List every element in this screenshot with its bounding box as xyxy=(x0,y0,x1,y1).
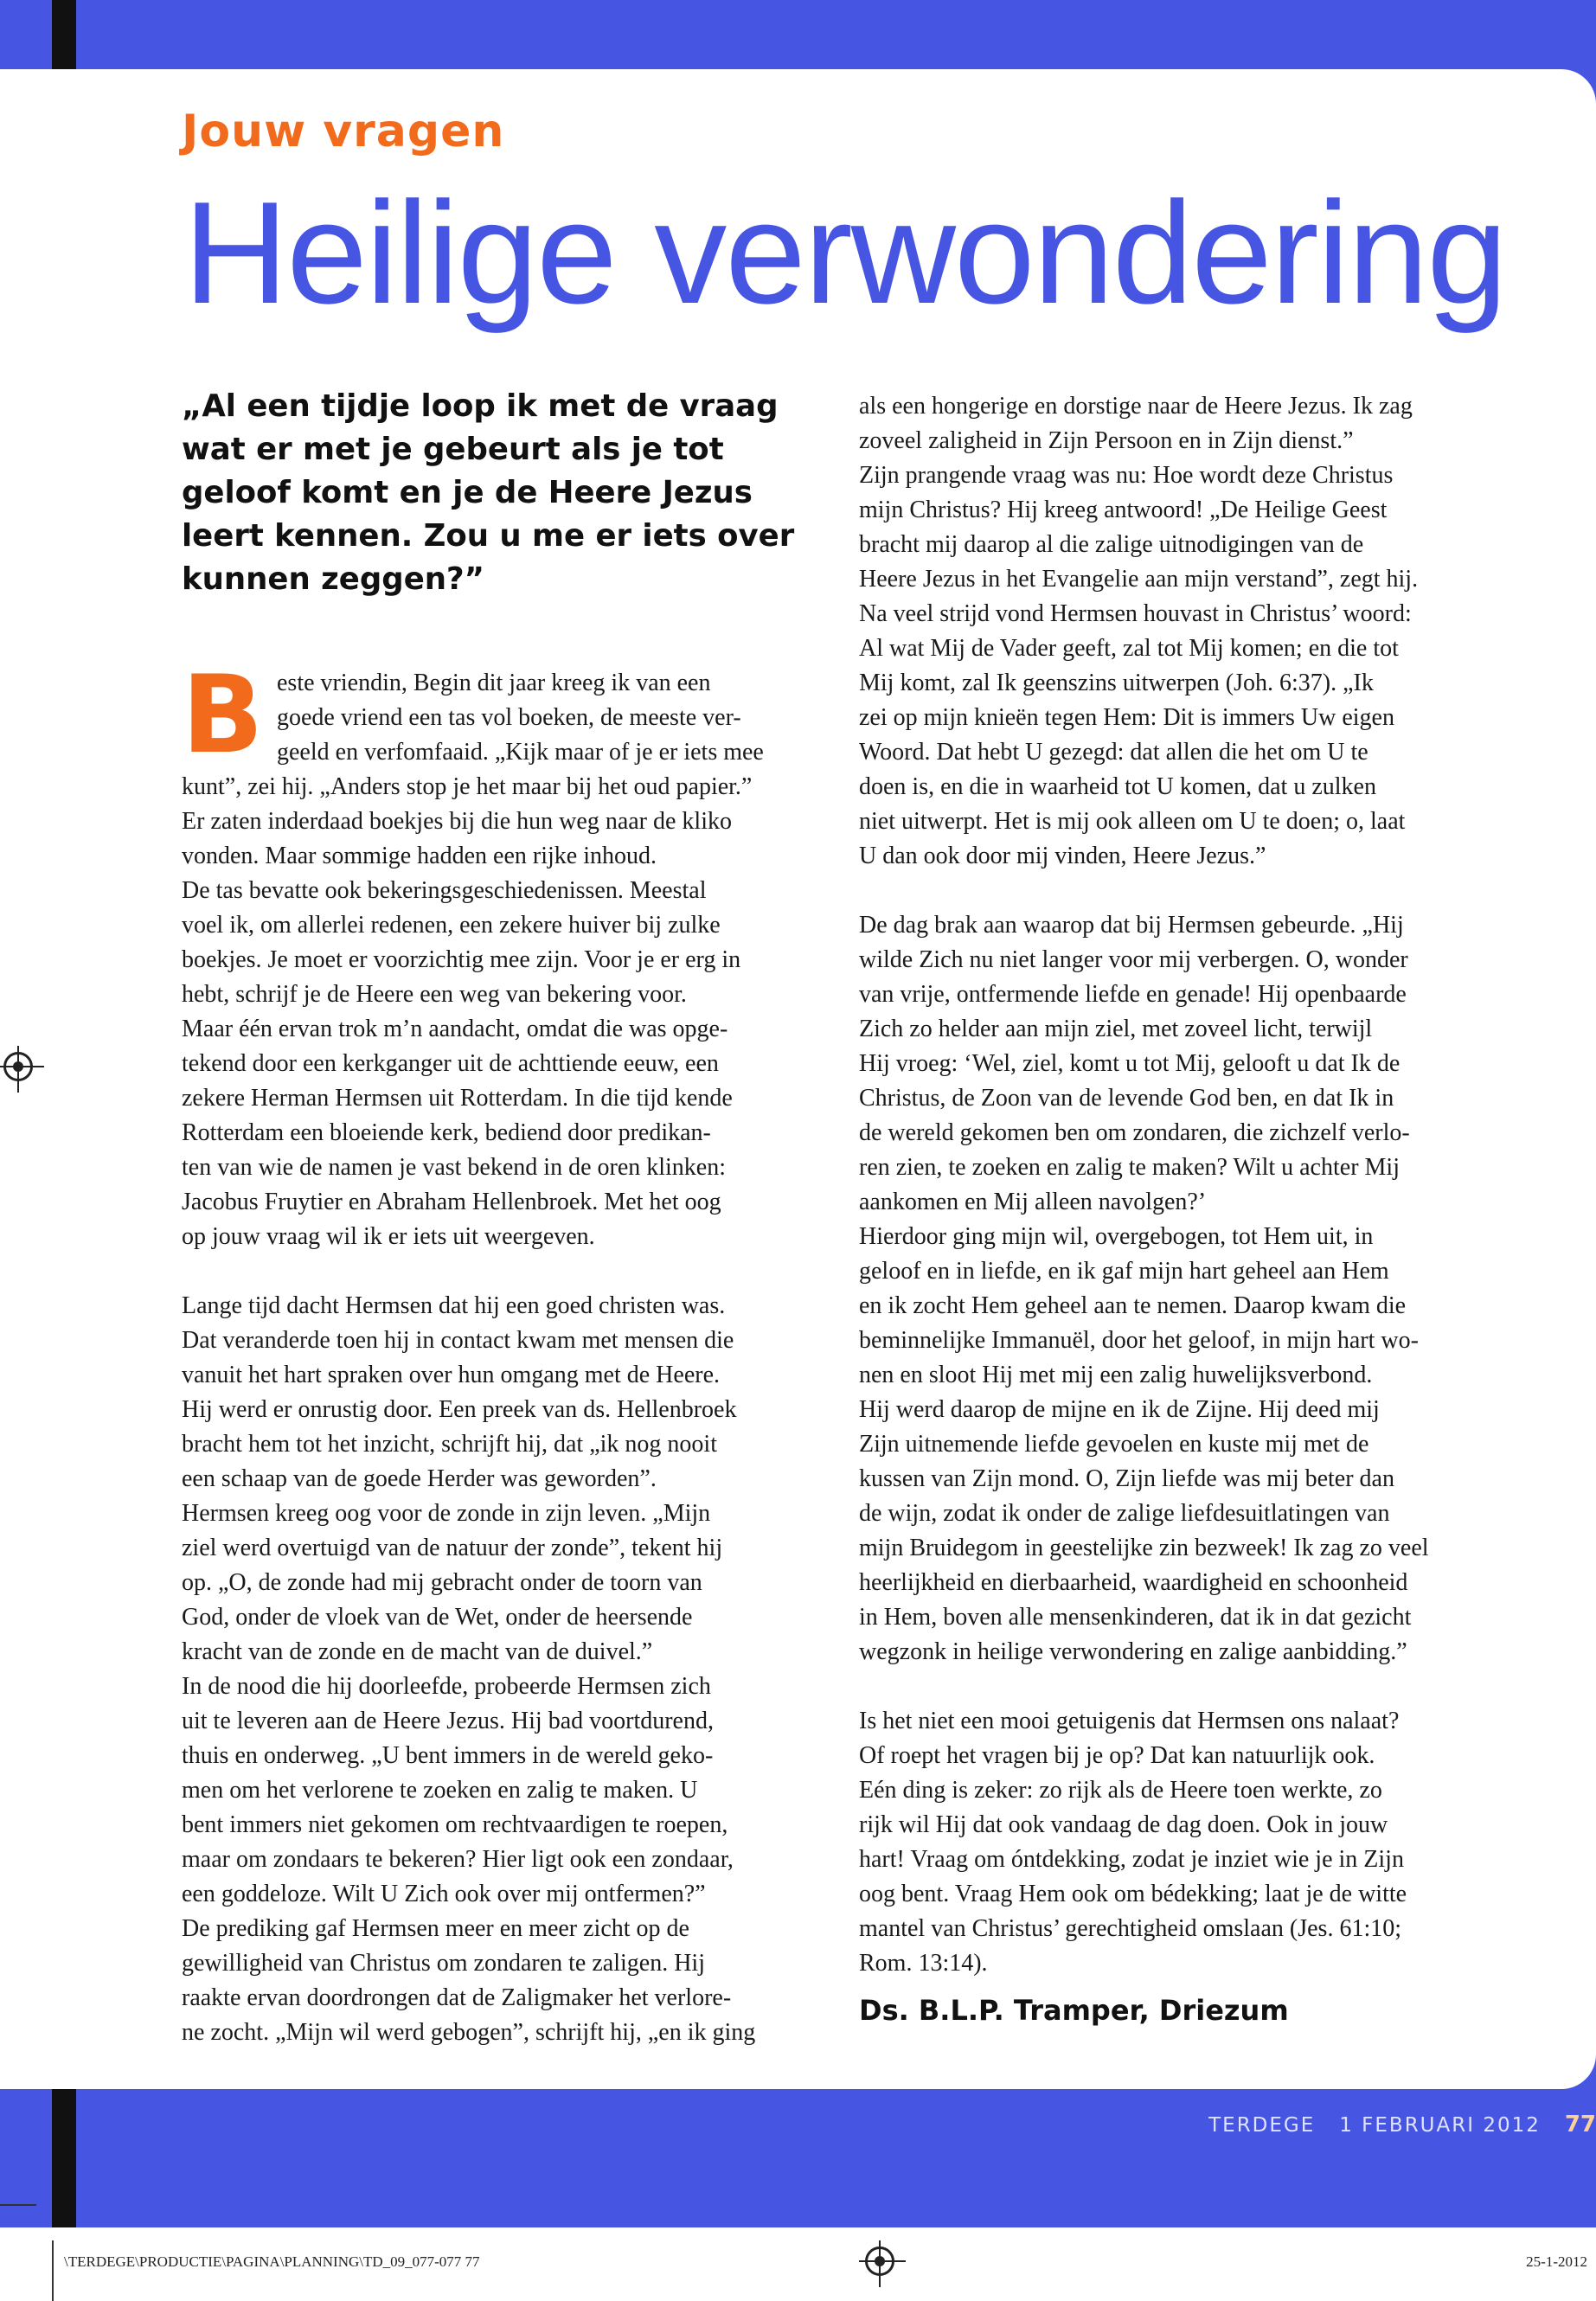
body-line: kunt”, zei hij. „Anders stop je het maar bij het oud papier.” xyxy=(182,773,753,800)
body-line: Er zaten inderdaad boekjes bij die hun weg naar de kliko xyxy=(182,808,732,835)
body-line: aankomen en Mij alleen navolgen?’ xyxy=(859,1189,1207,1215)
body-line: als een hongerige en dorstige naar de Heere Jezus. Ik zag xyxy=(859,393,1413,420)
body-line: in Hem, boven alle mensenkinderen, dat ik in dat gezicht xyxy=(859,1604,1412,1631)
registration-mark-left xyxy=(3,1052,33,1081)
body-line: van vrije, ontfermende liefde en genade! Hij openbaarde xyxy=(859,981,1407,1008)
body-line: zoveel zaligheid in Zijn Persoon en in Zijn dienst.” xyxy=(859,427,1354,454)
body-line: tekend door een kerkganger uit de achttiende eeuw, een xyxy=(182,1050,719,1077)
body-line: vonden. Maar sommige hadden een rijke inhoud. xyxy=(182,843,657,869)
top-bar-corner xyxy=(1561,69,1596,104)
body-line: ziel werd overtuigd van de natuur der zonde”, tekent hij xyxy=(182,1535,723,1561)
body-line: geeld en verfomfaaid. „Kijk maar of je er iets mee xyxy=(277,739,764,766)
body-line: bent immers niet gekomen om rechtvaardigen te roepen, xyxy=(182,1811,728,1838)
paragraph-gap xyxy=(182,1254,839,1289)
body-line: Zijn prangende vraag was nu: Hoe wordt deze Christus xyxy=(859,462,1394,489)
body-line: Zich zo helder aan mijn ziel, met zoveel licht, terwijl xyxy=(859,1016,1373,1042)
body-line: zei op mijn knieën tegen Hem: Dit is immers Uw eigen xyxy=(859,704,1394,731)
body-line: zekere Herman Hermsen uit Rotterdam. In die tijd kende xyxy=(182,1085,733,1112)
body-line: de wereld gekomen ben om zondaren, die zichzelf verlo- xyxy=(859,1119,1410,1146)
body-line: doen is, en die in waarheid tot U komen, dat u zulken xyxy=(859,773,1376,800)
section-kicker: Jouw vragen xyxy=(182,106,505,157)
body-line: Dat veranderde toen hij in contact kwam met mensen die xyxy=(182,1327,734,1354)
body-line: Hij werd daarop de mijne en ik de Zijne. Hij deed mij xyxy=(859,1396,1380,1423)
body-line: kracht van de zonde en de macht van de duivel.” xyxy=(182,1638,653,1665)
body-line: op jouw vraag wil ik er iets uit weergeven. xyxy=(182,1223,595,1250)
print-slug-path: \TERDEGE\PRODUCTIE\PAGINA\PLANNING\TD_09_077-077 77 xyxy=(64,2253,480,2270)
body-line: Hij werd er onrustig door. Een preek van ds. Hellenbroek xyxy=(182,1396,737,1423)
top-color-bar xyxy=(0,0,1596,69)
body-line: Rotterdam een bloeiende kerk, bediend door predikan- xyxy=(182,1119,711,1146)
body-line: goede vriend een tas vol boeken, de meeste ver- xyxy=(277,704,741,731)
body-line: Zijn uitnemende liefde gevoelen en kuste mij met de xyxy=(859,1431,1369,1458)
body-line: een schaap van de goede Herder was geworden”. xyxy=(182,1465,657,1492)
paragraph-gap xyxy=(859,874,1525,908)
body-line: hebt, schrijf je de Heere een weg van bekering voor. xyxy=(182,981,687,1008)
body-line: ren zien, te zoeken en zalig te maken? Wilt u achter Mij xyxy=(859,1154,1400,1181)
body-line: Of roept het vragen bij je op? Dat kan natuurlijk ook. xyxy=(859,1742,1375,1769)
body-line: en ik zocht Hem geheel aan te nemen. Daarop kwam die xyxy=(859,1292,1407,1319)
magazine-name: TERDEGE xyxy=(1208,2114,1316,2137)
crop-mark-left xyxy=(0,2204,36,2206)
body-line: mantel van Christus’ gerechtigheid omslaan (Jes. 61:10; xyxy=(859,1915,1402,1942)
article-title: Heilige verwondering xyxy=(183,171,1506,334)
folio xyxy=(1208,2112,1596,2138)
body-line: thuis en onderweg. „U bent immers in de wereld geko- xyxy=(182,1742,714,1769)
body-line: bracht mij daarop al die zalige uitnodigingen van de xyxy=(859,531,1364,558)
page-number: 77 xyxy=(1564,2112,1596,2138)
body-line: De prediking gaf Hermsen meer en meer zicht op de xyxy=(182,1915,689,1942)
body-line: heerlijkheid en dierbaarheid, waardigheid en schoonheid xyxy=(859,1569,1408,1596)
body-line: rijk wil Hij dat ook vandaag de dag doen. Ook in jouw xyxy=(859,1811,1388,1838)
body-line: Hierdoor ging mijn wil, overgebogen, tot Hem uit, in xyxy=(859,1223,1374,1250)
body-column-1 xyxy=(182,653,839,2050)
footer-bar-edge xyxy=(52,2089,76,2227)
body-line: nen en sloot Hij met mij een zalig huwelijksverbond. xyxy=(859,1362,1373,1388)
body-line: hart! Vraag om óntdekking, zodat je inziet wie je in Zijn xyxy=(859,1846,1404,1873)
body-line: mijn Bruidegom in geestelijke zin bezweek! Ik zag zo veel xyxy=(859,1535,1429,1561)
body-line: oog bent. Vraag Hem ook om bédekking; laat je de witte xyxy=(859,1881,1407,1907)
body-line: Hermsen kreeg oog voor de zonde in zijn leven. „Mijn xyxy=(182,1500,711,1527)
body-line: men om het verlorene te zoeken en zalig te maken. U xyxy=(182,1777,698,1804)
body-line: niet uitwerpt. Het is mij ook alleen om U te doen; o, laat xyxy=(859,808,1406,835)
author-signature: Ds. B.L.P. Tramper, Driezum xyxy=(859,1994,1289,2027)
body-line: een goddeloze. Wilt U Zich ook over mij ontfermen?” xyxy=(182,1881,706,1907)
paragraph-gap xyxy=(859,1670,1525,1704)
body-line: uit te leveren aan de Heere Jezus. Hij bad voortdurend, xyxy=(182,1708,714,1734)
body-line: Na veel strijd vond Hermsen houvast in Christus’ woord: xyxy=(859,600,1412,627)
body-line: raakte ervan doordrongen dat de Zaligmaker het verlore- xyxy=(182,1984,732,2011)
reader-question: „Al een tijdje loop ik met de vraag wat er met je gebeurt als je tot geloof komt en je de Heere Jezus leert kennen. Zou u me er iets over kunnen zeggen?” xyxy=(182,388,795,597)
body-line: Mij komt, zal Ik geenszins uitwerpen (Joh. 6:37). „Ik xyxy=(859,670,1374,696)
body-line: Christus, de Zoon van de levende God ben, en dat Ik in xyxy=(859,1085,1394,1112)
body-line: mijn Christus? Hij kreeg antwoord! „De Heilige Geest xyxy=(859,497,1388,523)
registration-mark-bottom xyxy=(865,2247,894,2276)
body-line: God, onder de vloek van de Wet, onder de heersende xyxy=(182,1604,693,1631)
body-line: Eén ding is zeker: zo rijk als de Heere toen werkte, zo xyxy=(859,1777,1382,1804)
body-line: U dan ook door mij vinden, Heere Jezus.” xyxy=(859,843,1266,869)
body-line: este vriendin, Begin dit jaar kreeg ik van een xyxy=(277,670,711,696)
body-line: In de nood die hij doorleefde, probeerde Hermsen zich xyxy=(182,1673,711,1700)
body-line: boekjes. Je moet er voorzichtig mee zijn. Voor je er erg in xyxy=(182,946,741,973)
body-line: De tas bevatte ook bekeringsgeschiedenissen. Meestal xyxy=(182,877,707,904)
footer-color-bar xyxy=(0,2089,1596,2227)
body-line: bracht hem tot het inzicht, schrijft hij, dat „ik nog nooit xyxy=(182,1431,717,1458)
body-line: maar om zondaars te bekeren? Hier ligt ook een zondaar, xyxy=(182,1846,734,1873)
body-line: Heere Jezus in het Evangelie aan mijn verstand”, zegt hij. xyxy=(859,566,1419,593)
body-line: kussen van Zijn mond. O, Zijn liefde was mij beter dan xyxy=(859,1465,1394,1492)
top-bar-edge xyxy=(52,0,76,69)
print-slug-date: 25-1-2012 xyxy=(1526,2253,1587,2270)
body-line: beminnelijke Immanuël, door het geloof, in mijn hart wo- xyxy=(859,1327,1419,1354)
footer-bar-corner xyxy=(1561,2054,1596,2089)
body-line: voel ik, om allerlei redenen, een zekere huiver bij zulke xyxy=(182,912,721,939)
body-line: ten van wie de namen je vast bekend in de oren klinken: xyxy=(182,1154,727,1181)
body-line: Al wat Mij de Vader geeft, zal tot Mij komen; en die tot xyxy=(859,635,1399,662)
body-line: vanuit het hart spraken over hun omgang met de Heere. xyxy=(182,1362,721,1388)
body-line: Lange tijd dacht Hermsen dat hij een goed christen was. xyxy=(182,1292,726,1319)
body-line: Is het niet een mooi getuigenis dat Hermsen ons nalaat? xyxy=(859,1708,1400,1734)
body-line: Maar één ervan trok m’n aandacht, omdat die was opge- xyxy=(182,1016,728,1042)
body-line: op. „O, de zonde had mij gebracht onder de toorn van xyxy=(182,1569,702,1596)
body-line: wegzonk in heilige verwondering en zalige aanbidding.” xyxy=(859,1638,1407,1665)
body-line: geloof en in liefde, en ik gaf mijn hart geheel aan Hem xyxy=(859,1258,1389,1285)
drop-cap: B xyxy=(182,653,264,778)
body-line: Jacobus Fruytier en Abraham Hellenbroek. Met het oog xyxy=(182,1189,721,1215)
body-column-2 xyxy=(859,389,1525,2028)
issue-date: 1 FEBRUARI 2012 xyxy=(1339,2114,1541,2137)
body-line: de wijn, zodat ik onder de zalige liefdesuitlatingen van xyxy=(859,1500,1390,1527)
crop-mark-bottom-left xyxy=(52,2240,54,2301)
body-line: ne zocht. „Mijn wil werd gebogen”, schrijft hij, „en ik ging xyxy=(182,2019,756,2046)
body-line: wilde Zich nu niet langer voor mij verbergen. O, wonder xyxy=(859,946,1408,973)
body-line: De dag brak aan waarop dat bij Hermsen gebeurde. „Hij xyxy=(859,912,1404,939)
body-line: Woord. Dat hebt U gezegd: dat allen die het om U te xyxy=(859,739,1368,766)
body-line: Rom. 13:14). xyxy=(859,1950,988,1977)
body-line: gewilligheid van Christus om zondaren te zaligen. Hij xyxy=(182,1950,705,1977)
body-line: Hij vroeg: ‘Wel, ziel, komt u tot Mij, gelooft u dat Ik de xyxy=(859,1050,1401,1077)
